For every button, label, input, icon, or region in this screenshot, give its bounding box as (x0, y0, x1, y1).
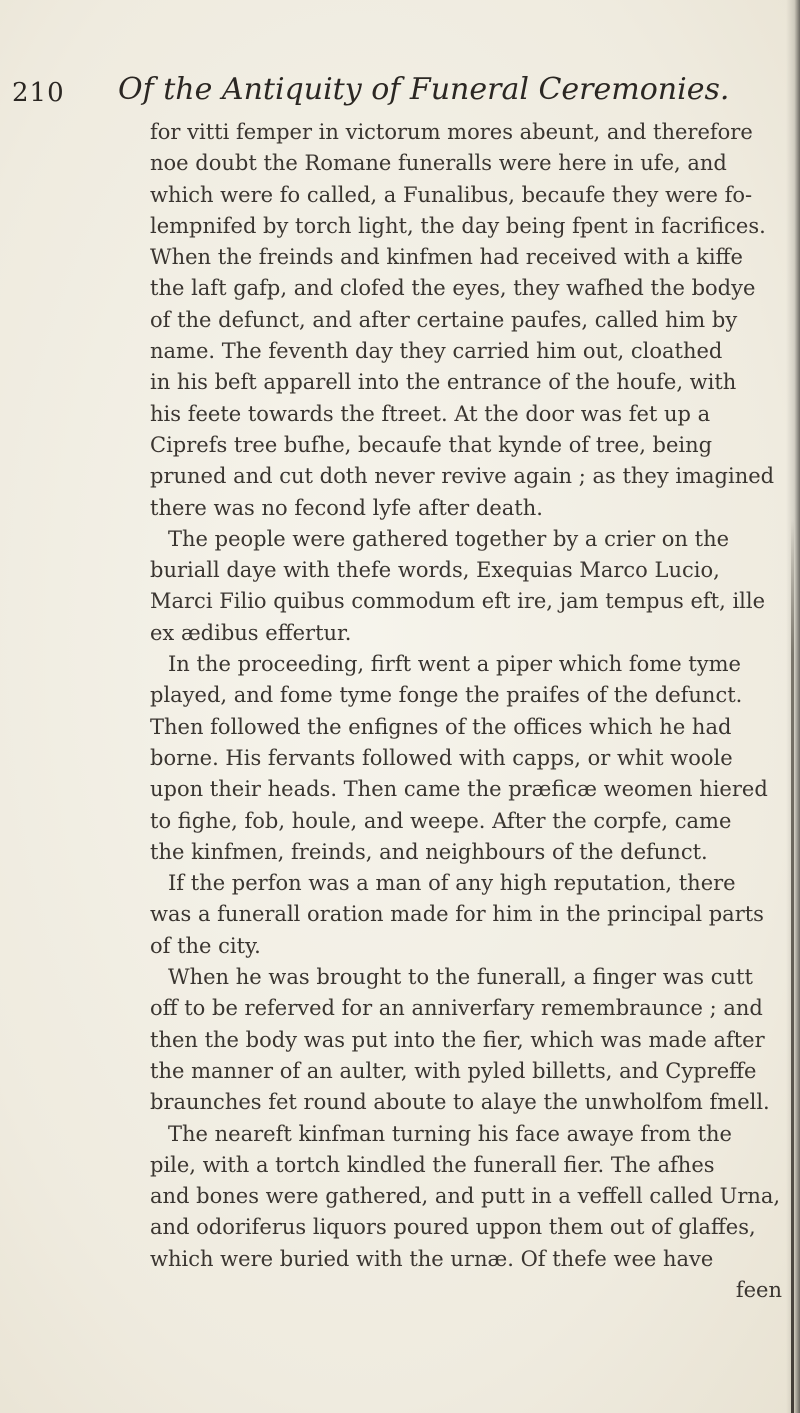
text-line: which were buried with the urnæ. Of thefe wee have (150, 1246, 714, 1271)
text-line: the manner of an aulter, with pyled billetts, and Cypreffe (150, 1058, 757, 1083)
text-line: played, and fome tyme fonge the praifes of the defunct. (150, 683, 743, 708)
text-line: off to be referved for an anniverfary remembraunce ; and (150, 996, 763, 1021)
body-text (150, 117, 786, 1306)
text-line: to fighe, fob, houle, and weepe. After the corpfe, came (150, 808, 732, 833)
paragraph-start-line: The people were gathered together by a crier on the (168, 526, 730, 551)
running-head: Of the Antiquity of Funeral Ceremonies. (118, 72, 730, 107)
text-line: there was no fecond lyfe after death. (150, 495, 543, 520)
text-line: was a funerall oration made for him in the principal parts (150, 902, 764, 927)
text-line: and bones were gathered, and putt in a veffell called Urna, (150, 1184, 781, 1209)
text-line: braunches fet round aboute to alaye the unwholfom fmell. (150, 1090, 770, 1115)
text-line: of the defunct, and after certaine paufes, called him by (150, 307, 738, 332)
text-line: and odoriferus liquors poured uppon them out of glaffes, (150, 1215, 756, 1240)
text-line: pile, with a tortch kindled the funerall fier. The afhes (150, 1152, 715, 1177)
text-line: which were fo called, a Funalibus, becaufe they were fo- (150, 182, 753, 207)
text-line: for vitti femper in victorum mores abeunt, and therefore (150, 120, 753, 144)
text-line: Ciprefs tree bufhe, becaufe that kynde of tree, being (150, 432, 713, 457)
text-line: lempnifed by torch light, the day being fpent in facrifices. (150, 213, 766, 238)
paragraph-start-line: If the perfon was a man of any high reputation, there (168, 871, 736, 896)
text-line: then the body was put into the fier, which was made after (150, 1027, 765, 1052)
text-line: in his beft apparell into the entrance of the houfe, with (150, 370, 737, 395)
text-line: When the freinds and kinfmen had received with a kiffe (150, 245, 743, 270)
paragraph-start-line: When he was brought to the funerall, a finger was cutt (168, 965, 753, 990)
text-line: Marci Filio quibus commodum eft ire, jam tempus eft, ille (150, 589, 766, 614)
page-number: 210 (12, 78, 65, 108)
text-line: his feete towards the ftreet. At the door was fet up a (150, 401, 711, 426)
paragraph-start-line: The neareft kinfman turning his face awaye from the (168, 1121, 732, 1146)
text-line: upon their heads. Then came the præficæ weomen hiered (150, 777, 768, 802)
text-line: the kinfmen, freinds, and neighbours of the defunct. (150, 839, 708, 864)
text-line: ex ædibus effertur. (150, 620, 352, 645)
text-line: noe doubt the Romane funeralls were here in ufe, and (150, 151, 727, 176)
text-line: buriall daye with thefe words, Exequias Marco Lucio, (150, 558, 720, 583)
text-line: of the city. (150, 933, 261, 958)
paragraph-start-line: In the proceeding, firft went a piper which fome tyme (168, 652, 741, 677)
catchword: feen (735, 1277, 782, 1302)
text-line: name. The feventh day they carried him out, cloathed (150, 339, 723, 364)
text-line: the laft gafp, and clofed the eyes, they wafhed the bodye (150, 276, 756, 301)
text-line: borne. His fervants followed with capps, or whit woole (150, 745, 733, 770)
page-edge-line (791, 520, 794, 1413)
text-line: pruned and cut doth never revive again ; as they imagined (150, 464, 775, 489)
text-line: Then followed the enfignes of the offices which he had (150, 714, 732, 739)
